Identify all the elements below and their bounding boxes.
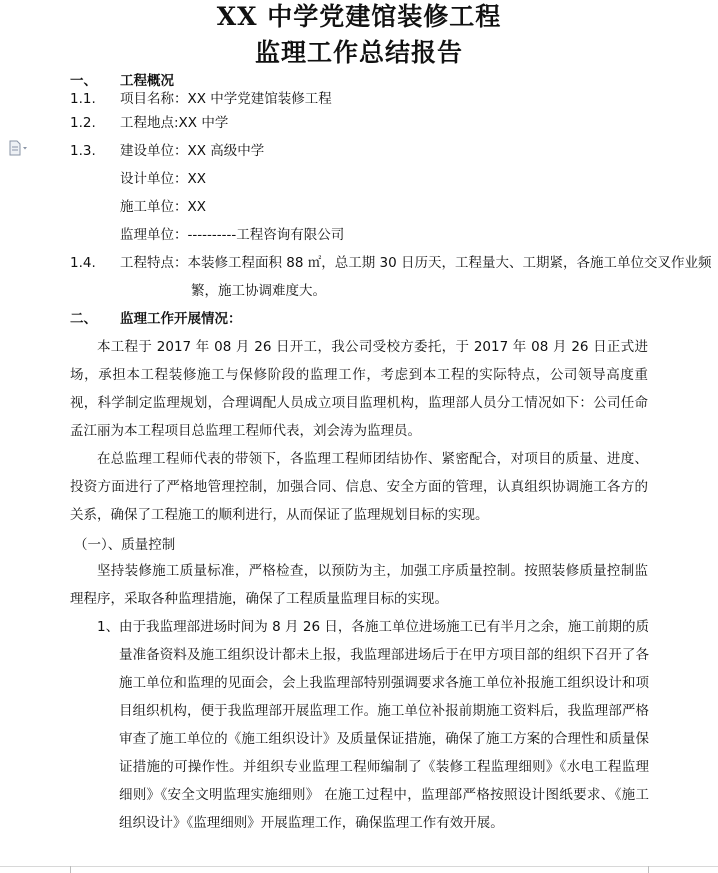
paragraph: 在总监理工程师代表的带领下，各监理工程师团结协作、紧密配合，对项目的质量、进度、投资方面进行了严格地管理控制，加强合同、信息、安全方面的管理，认真组织协调施工各方的关系，确保了工程施工的顺利进行，从而保证了监理规划目标的实现。 [70,451,648,523]
document-subtitle: 监理工作总结报告 [254,38,463,67]
section1-number: 一、 [70,73,97,89]
document-icon[interactable] [8,140,28,156]
subsection-heading: （一）、质量控制 [74,537,176,553]
construction-unit: 施工单位：XX [120,199,206,215]
item-number: 1.2. [70,115,96,131]
item-number: 1.1. [70,91,96,107]
paragraph: 坚持装修施工质量标准，严格检查，以预防为主，加强工序质量控制。按照装修质量控制监理程序，采取各种监理措施，确保了工程质量监理目标的实现。 [70,563,648,607]
document-title: XX 中学党建馆装修工程 [216,2,502,31]
item-number: 1.3. [70,143,96,159]
item-text: 建设单位：XX 高级中学 [120,143,265,159]
section2-number: 二、 [70,311,97,327]
page-bottom-rule [0,866,718,867]
section1-heading: 工程概况 [120,73,174,89]
paragraph: 本工程于 2017 年 08 月 26 日开工，我公司受校方委托，于 2017 年 08 月 26 日正式进场，承担本工程装修施工与保修阶段的监理工作，考虑到本工程的实际特点，公司领导高度重视，科学制定监理规划，合理调配人员成立项目监理机构，监理部人员分工情况如下：公司任命孟江丽为本工程项目总监理工程师代表，刘会涛为监理员。 [70,339,648,439]
design-unit: 设计单位：XX [120,171,206,187]
supervision-unit: 监理单位：----------工程咨询有限公司 [120,227,345,243]
item-text: 工程地点:XX 中学 [120,115,229,131]
project-feature-text: 工程特点：本装修工程面积 88 ㎡，总工期 30 日历天，工程量大、工期紧，各施工单位交叉作业频繁，施工协调难度大。 [120,255,712,299]
item-text: 由于我监理部进场时间为 8 月 26 日，各施工单位进场施工已有半月之余，施工前期的质量准备资料及施工组织设计都未上报，我监理部进场后于在甲方项目部的组织下召开了各施工单位和监理的见面会，会上我监理部特别强调要求各施工单位补报施工组织设计和项目组织机构，便于我监理部开展监理工作。施工单位补报前期施工资料后，我监理部严格审查了施工单位的《施工组织设计》及质量保证措施，确保了施工方案的合理性和质量保证措施的可操作性。并组织专业监理工程师编制了《装修工程监理细则》《水电工程监理细则》《安全文明监理实施细则》 在施工过程中，监理部严格按照设计图纸要求、《施工组织设计》《监理细则》开展监理工作，确保监理工作有效开展。 [119,619,649,831]
item-text: 项目名称：XX 中学党建馆装修工程 [120,91,332,107]
section2-heading: 监理工作开展情况： [120,311,242,327]
margin-marker [648,866,649,873]
item-number: 1.4. [70,255,96,271]
margin-marker [70,866,71,873]
item-number: 1、 [97,619,120,635]
